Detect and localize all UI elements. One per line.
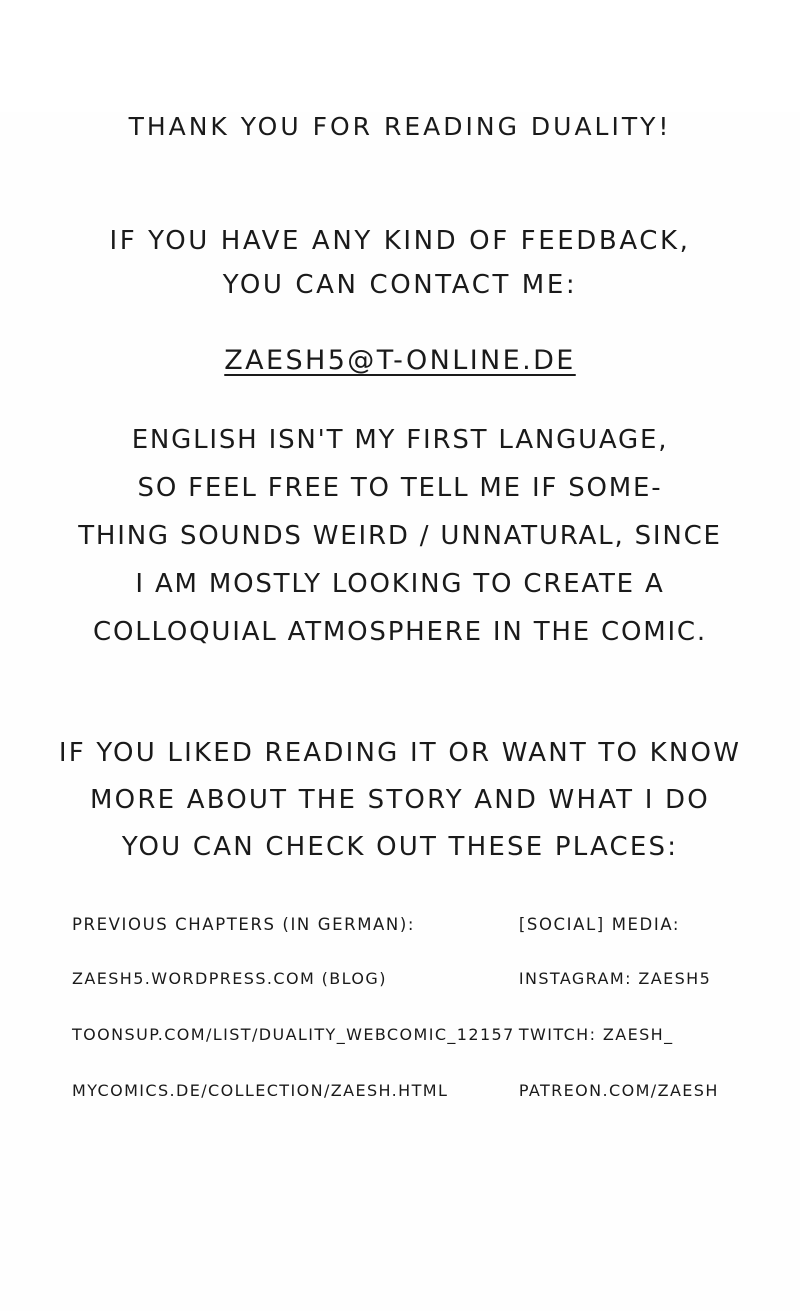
language-note-line-2: SO FEEL FREE TO TELL ME IF SOME- <box>137 473 663 503</box>
previous-chapters-heading: PREVIOUS CHAPTERS (IN GERMAN): <box>72 915 416 934</box>
feedback-line-1: IF YOU HAVE ANY KIND OF FEEDBACK, <box>109 226 691 256</box>
contact-email[interactable]: ZAESH5@T-ONLINE.DE <box>224 345 576 376</box>
invite-line-2: MORE ABOUT THE STORY AND WHAT I DO <box>90 785 710 815</box>
social-media-column <box>519 915 728 1136</box>
link-wordpress-blog[interactable]: ZAESH5.WORDPRESS.COM (BLOG) <box>72 969 387 988</box>
feedback-section <box>0 219 800 307</box>
page-title: THANK YOU FOR READING DUALITY! <box>128 112 672 141</box>
feedback-line-2: YOU CAN CONTACT ME: <box>222 270 578 300</box>
invite-section <box>0 730 800 871</box>
link-mycomics[interactable]: MYCOMICS.DE/COLLECTION/ZAESH.HTML <box>72 1081 449 1100</box>
social-media-heading: [SOCIAL] MEDIA: <box>518 915 681 934</box>
invite-line-3: YOU CAN CHECK OUT THESE PLACES: <box>121 832 679 862</box>
comic-afterword-page <box>0 112 800 1311</box>
language-note-line-3: THING SOUNDS WEIRD / UNNATURAL, SINCE <box>78 521 722 551</box>
link-patreon[interactable]: PATREON.COM/ZAESH <box>518 1081 719 1100</box>
link-twitch[interactable]: TWITCH: ZAESH_ <box>518 1025 674 1044</box>
link-instagram[interactable]: INSTAGRAM: ZAESH5 <box>518 969 712 988</box>
language-note-section <box>0 416 800 656</box>
invite-line-1: IF YOU LIKED READING IT OR WANT TO KNOW <box>58 738 742 768</box>
language-note-line-1: ENGLISH ISN'T MY FIRST LANGUAGE, <box>131 425 669 455</box>
language-note-line-4: I AM MOSTLY LOOKING TO CREATE A <box>135 569 665 599</box>
previous-chapters-column <box>72 915 519 1136</box>
link-toonsup[interactable]: TOONSUP.COM/LIST/DUALITY_WEBCOMIC_12157 <box>72 1025 515 1044</box>
links-section <box>0 915 800 1136</box>
language-note-line-5: COLLOQUIAL ATMOSPHERE IN THE COMIC. <box>93 617 707 647</box>
